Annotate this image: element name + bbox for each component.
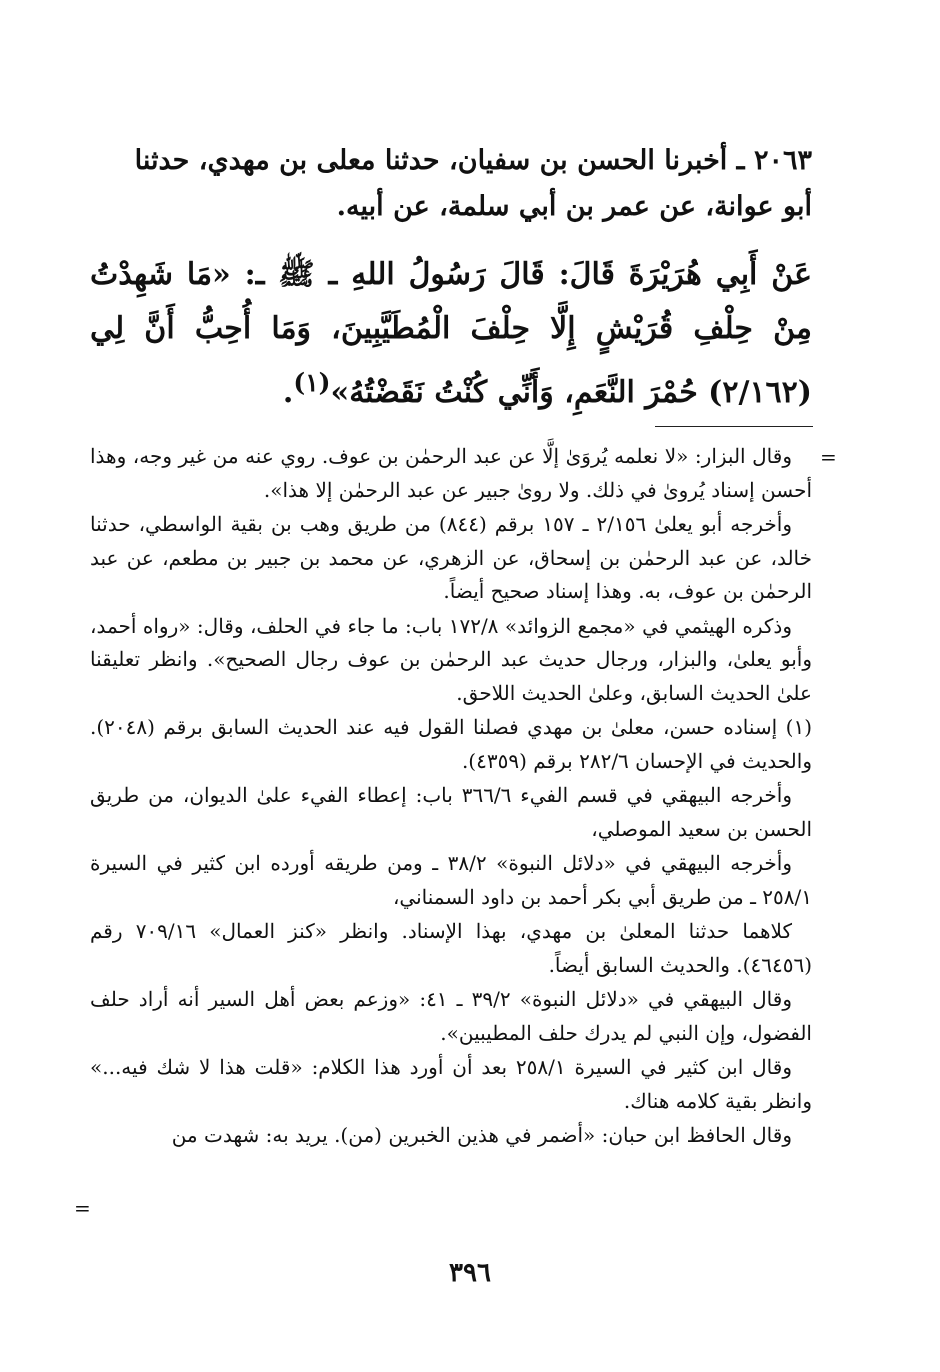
footnotes [90,440,812,1154]
note-paragraph: وقال البزار: «لا نعلمه يُروَىٰ إلَّا عن عبد الرحمٰن بن عوف. روي عنه من غير وجه، وهذا أحسن إسناد يُروىٰ في ذلك. ولا روىٰ جبير عن عبد الرحمٰن إلا هذا». [90,444,812,502]
continuation-mark: = [820,445,837,469]
hadith-body: عَنْ أَبِي هُرَيْرَةَ قَالَ: قَالَ رَسُولُ اللهِ ـ ﷺ ـ: «مَا شَهِدْتُ مِنْ حِلْفِ قُرَيْشٍ إِلَّا حِلْفَ الْمُطَيَّبِينَ، وَمَا أُحِبُّ أَنَّ لِي (٢/١٦٢) حُمْرَ النَّعَمِ، وَأَنِّي كُنْتُ نَقَضْتُهُ» [90,257,812,410]
note-paragraph: وقال البيهقي في «دلائل النبوة» ٣٩/٢ ـ ٤١: «وزعم بعض أهل السير أنه أراد حلف الفضول، وإن النبي لم يدرك حلف المطيبين». [90,987,812,1045]
hadith-text [90,248,812,420]
page-number: ٣٩٦ [449,1258,491,1288]
footnote-1 [90,711,812,778]
footnote-ref: (١) [293,368,331,397]
hadith-matn [90,248,812,420]
footnote-divider [655,426,813,427]
note-paragraph: وذكره الهيثمي في «مجمع الزوائد» ١٧٢/٨ باب: ما جاء في الحلف، وقال: «رواه أحمد، وأبو يعلىٰ، والبزار، ورجال حديث عبد الرحمٰن بن عوف رجال الصحيح». وانظر تعليقنا علىٰ الحديث السابق، وعلىٰ الحديث اللاحق. [90,613,812,705]
hadith-isnad [90,138,812,230]
note-paragraph: وأخرجه أبو يعلىٰ ٢/١٥٦ ـ ١٥٧ برقم (٨٤٤) من طريق وهب بن بقية الواسطي، حدثنا خالد، عن عبد الرحمٰن بن إسحاق، عن الزهري، عن محمد بن جبير بن مطعم، عن عبد الرحمٰن بن عوف، به. وهذا إسناد صحيح أيضاً. [90,512,812,603]
note-paragraph: وقال ابن كثير في السيرة ٢٥٨/١ بعد أن أورد هذا الكلام: «قلت هذا لا شك فيه...» وانظر بقية كلامه هناك. [90,1055,812,1113]
isnad-line-1: ٢٠٦٣ ـ أخبرنا الحسن بن سفيان، حدثنا معلى بن مهدي، حدثنا [134,145,812,176]
continuation-end-mark: = [74,1196,91,1220]
isnad-line-2: أبو عوانة، عن عمر بن أبي سلمة، عن أبيه. [336,191,812,222]
note-paragraph: وقال الحافظ ابن حبان: «أضمر في هذين الخبرين (من). يريد به: شهدت من [171,1123,792,1147]
note-paragraph: وأخرجه البيهقي في قسم الفيء ٣٦٦/٦ باب: إعطاء الفيء علىٰ الديوان، من طريق الحسن بن سعيد الموصلي، [90,783,812,841]
note-paragraph: وأخرجه البيهقي في «دلائل النبوة» ٣٨/٢ ـ ومن طريقه أورده ابن كثير في السيرة ٢٥٨/١ ـ من طريق أبي بكر أحمد بن داود السمناني، [90,851,812,909]
footnote-1-text: إسناده حسن، معلىٰ بن مهدي فصلنا القول فيه عند الحديث السابق برقم (٢٠٤٨). والحديث في الإحسان ٢٨٢/٦ برقم (٤٣٥٩). [90,715,812,773]
hadith-end: . [282,375,294,410]
note-paragraph: كلاهما حدثنا المعلىٰ بن مهدي، بهذا الإسناد. وانظر «كنز العمال» ٧٠٩/١٦ رقم (٤٦٤٥٦). والحديث السابق أيضاً. [90,919,812,977]
footnote-marker: (١) [785,715,812,739]
